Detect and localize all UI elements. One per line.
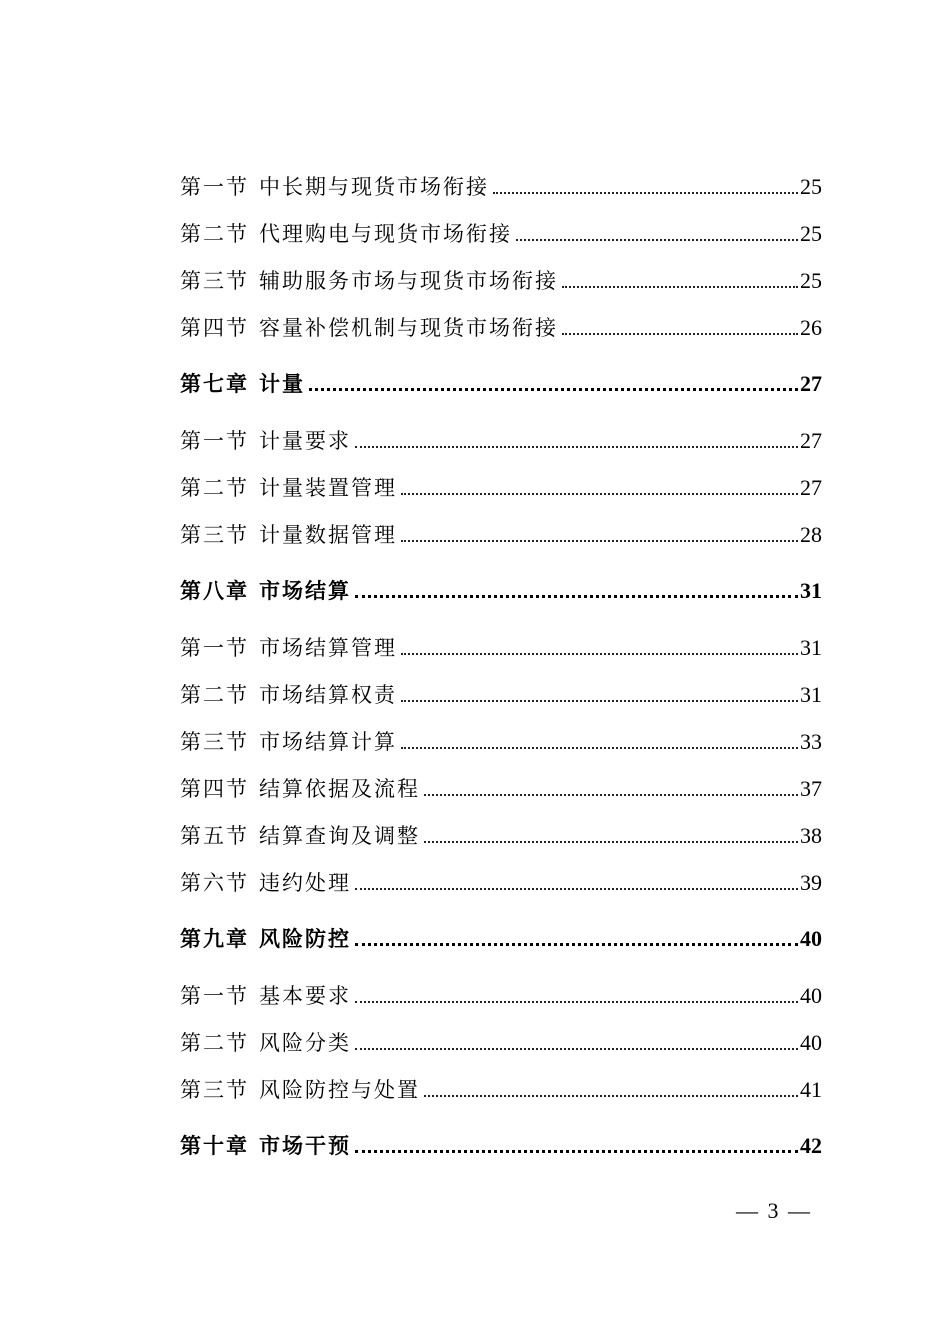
toc-entry-section[interactable] xyxy=(180,426,822,456)
toc-entry-title: 基本要求 xyxy=(259,984,351,1008)
dot-leader xyxy=(355,876,798,890)
toc-entry-section[interactable] xyxy=(180,1075,822,1105)
toc-entry-label xyxy=(180,1131,351,1161)
toc-entry-page: 27 xyxy=(800,371,822,396)
dot-leader xyxy=(355,1036,798,1050)
toc-entry-label xyxy=(180,680,397,710)
toc-entry-chapter[interactable] xyxy=(180,1131,822,1161)
dot-leader xyxy=(424,1083,798,1097)
toc-entry-label xyxy=(180,520,397,550)
toc-entry-number: 第三节 xyxy=(180,730,249,754)
toc-entry-page: 26 xyxy=(800,315,822,340)
dot-leader xyxy=(355,583,798,598)
toc-entry-number: 第二节 xyxy=(180,476,249,500)
dot-leader xyxy=(562,274,798,288)
toc-entry-label xyxy=(180,313,558,343)
toc-entry-title: 结算查询及调整 xyxy=(259,824,420,848)
toc-entry-label xyxy=(180,576,351,606)
toc-entry-number: 第二节 xyxy=(180,1031,249,1055)
toc-entry-title: 风险防控与处置 xyxy=(259,1078,420,1102)
toc-entry-page: 38 xyxy=(800,823,822,848)
toc-entry-label xyxy=(180,369,305,399)
toc-entry-title: 中长期与现货市场衔接 xyxy=(259,175,489,199)
toc-entry-title: 市场结算权责 xyxy=(259,683,397,707)
toc-entry-title: 计量装置管理 xyxy=(259,476,397,500)
toc-entry-page: 40 xyxy=(800,926,822,951)
toc-entry-label xyxy=(180,821,420,851)
toc-entry-page: 33 xyxy=(800,729,822,754)
toc-entry-number: 第八章 xyxy=(180,578,249,603)
toc-entry-number: 第一节 xyxy=(180,636,249,660)
toc-entry-label xyxy=(180,426,351,456)
toc-entry-label xyxy=(180,924,351,954)
dot-leader xyxy=(355,931,798,946)
toc-entry-label xyxy=(180,219,512,249)
toc-entry-title: 计量数据管理 xyxy=(259,523,397,547)
toc-entry-section[interactable] xyxy=(180,266,822,296)
toc-entry-section[interactable] xyxy=(180,981,822,1011)
toc-entry-chapter[interactable] xyxy=(180,576,822,606)
toc-entry-chapter[interactable] xyxy=(180,369,822,399)
page-number: — 3 — xyxy=(736,1198,812,1223)
toc-entry-number: 第六节 xyxy=(180,871,249,895)
toc-entry-title: 风险防控 xyxy=(259,926,351,951)
toc-entry-section[interactable] xyxy=(180,172,822,202)
dot-leader xyxy=(401,735,798,749)
toc-entry-number: 第三节 xyxy=(180,523,249,547)
dot-leader xyxy=(401,481,798,495)
dot-leader xyxy=(424,782,798,796)
toc-entry-page: 31 xyxy=(800,635,822,660)
toc-entry-section[interactable] xyxy=(180,633,822,663)
toc-entry-title: 市场干预 xyxy=(259,1133,351,1158)
toc-entry-page: 37 xyxy=(800,776,822,801)
toc-entry-page: 25 xyxy=(800,221,822,246)
toc-entry-section[interactable] xyxy=(180,520,822,550)
toc-entry-page: 31 xyxy=(800,682,822,707)
toc-entry-section[interactable] xyxy=(180,727,822,757)
dot-leader xyxy=(424,829,798,843)
toc-entry-number: 第四节 xyxy=(180,777,249,801)
toc-entry-section[interactable] xyxy=(180,821,822,851)
toc-entry-number: 第二节 xyxy=(180,222,249,246)
toc-entry-page: 27 xyxy=(800,428,822,453)
dot-leader xyxy=(401,688,798,702)
toc-entry-section[interactable] xyxy=(180,774,822,804)
toc-entry-title: 结算依据及流程 xyxy=(259,777,420,801)
dot-leader xyxy=(309,376,798,391)
toc-entry-page: 25 xyxy=(800,174,822,199)
toc-entry-section[interactable] xyxy=(180,313,822,343)
toc-entry-number: 第五节 xyxy=(180,824,249,848)
toc-entry-page: 40 xyxy=(800,1030,822,1055)
toc-entry-title: 市场结算计算 xyxy=(259,730,397,754)
toc-entry-section[interactable] xyxy=(180,219,822,249)
dot-leader xyxy=(516,227,798,241)
toc-entry-section[interactable] xyxy=(180,868,822,898)
toc-entry-title: 风险分类 xyxy=(259,1031,351,1055)
toc-entry-title: 代理购电与现货市场衔接 xyxy=(259,222,512,246)
toc-entry-number: 第二节 xyxy=(180,683,249,707)
toc-entry-section[interactable] xyxy=(180,680,822,710)
toc-entry-page: 40 xyxy=(800,983,822,1008)
toc-entry-number: 第三节 xyxy=(180,269,249,293)
toc-entry-title: 计量 xyxy=(259,371,305,396)
toc-entry-label xyxy=(180,1075,420,1105)
toc-entry-page: 28 xyxy=(800,522,822,547)
toc-entry-title: 辅助服务市场与现货市场衔接 xyxy=(259,269,558,293)
toc-entry-number: 第九章 xyxy=(180,926,249,951)
toc-entry-title: 违约处理 xyxy=(259,871,351,895)
toc-entry-number: 第一节 xyxy=(180,429,249,453)
toc-entry-page: 39 xyxy=(800,870,822,895)
toc-entry-label xyxy=(180,266,558,296)
toc-entry-label xyxy=(180,172,489,202)
toc-entry-number: 第七章 xyxy=(180,371,249,396)
toc-entry-number: 第四节 xyxy=(180,316,249,340)
toc-entry-label xyxy=(180,727,397,757)
toc-entry-label xyxy=(180,981,351,1011)
dot-leader xyxy=(355,434,798,448)
dot-leader xyxy=(401,528,798,542)
toc-entry-section[interactable] xyxy=(180,473,822,503)
dot-leader xyxy=(355,989,798,1003)
toc-entry-page: 31 xyxy=(800,578,822,603)
toc-entry-title: 市场结算 xyxy=(259,578,351,603)
toc-entry-page: 42 xyxy=(800,1133,822,1158)
toc-entry-label xyxy=(180,633,397,663)
toc-entry-label xyxy=(180,774,420,804)
toc-entry-page: 41 xyxy=(800,1077,822,1102)
dot-leader xyxy=(493,180,798,194)
toc-entry-page: 27 xyxy=(800,475,822,500)
toc-entry-title: 容量补偿机制与现货市场衔接 xyxy=(259,316,558,340)
toc-entry-label xyxy=(180,1028,351,1058)
toc-entry-label xyxy=(180,473,397,503)
toc-entry-title: 计量要求 xyxy=(259,429,351,453)
toc-entry-number: 第一节 xyxy=(180,984,249,1008)
toc-entry-section[interactable] xyxy=(180,1028,822,1058)
toc-entry-title: 市场结算管理 xyxy=(259,636,397,660)
dot-leader xyxy=(562,321,798,335)
toc-entry-number: 第一节 xyxy=(180,175,249,199)
toc-entry-page: 25 xyxy=(800,268,822,293)
dot-leader xyxy=(355,1138,798,1153)
toc-entry-label xyxy=(180,868,351,898)
toc-entry-chapter[interactable] xyxy=(180,924,822,954)
dot-leader xyxy=(401,641,798,655)
toc-entry-number: 第三节 xyxy=(180,1078,249,1102)
toc-entry-number: 第十章 xyxy=(180,1133,249,1158)
